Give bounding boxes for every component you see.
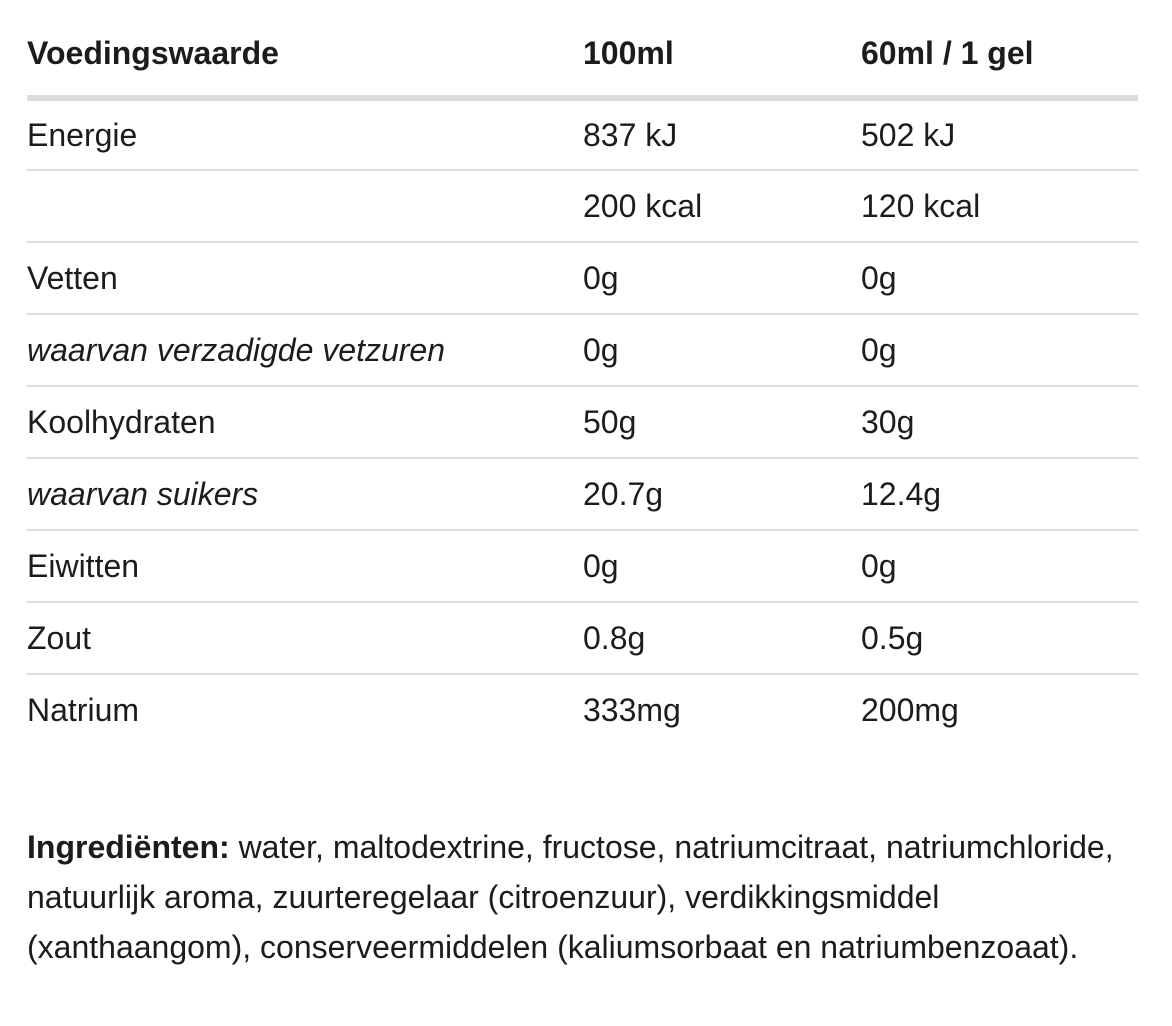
value-per-100ml: 0g [583, 530, 861, 602]
value-per-100ml: 333mg [583, 692, 681, 728]
value-per-gel: 30g [861, 386, 1138, 458]
nutrient-label: waarvan verzadigde vetzuren [27, 314, 583, 386]
nutrient-label: Zout [27, 602, 583, 674]
nutrition-table-container [27, 0, 1138, 746]
table-row [27, 170, 1138, 242]
table-header-row [27, 0, 1138, 98]
value-per-gel: 0g [861, 314, 1138, 386]
header-nutrient: Voedingswaarde [27, 0, 583, 98]
table-row [27, 530, 1138, 602]
nutrition-table [27, 0, 1138, 746]
table-row [27, 386, 1138, 458]
value-per-gel: 200mg [861, 692, 959, 728]
table-row [27, 458, 1138, 530]
value-per-100ml: 20.7g [583, 458, 861, 530]
ingredients-label: Ingrediënten: [27, 829, 230, 865]
nutrient-label: Natrium [27, 692, 140, 728]
table-row [27, 98, 1138, 170]
nutrient-label [27, 170, 583, 242]
value-per-100ml: 0.8g [583, 602, 861, 674]
table-row [27, 314, 1138, 386]
value-per-100ml: 200 kcal [583, 170, 861, 242]
nutrient-label: Koolhydraten [27, 386, 583, 458]
value-per-gel: 12.4g [861, 458, 1138, 530]
nutrient-label: Energie [27, 98, 583, 170]
header-per-gel: 60ml / 1 gel [861, 0, 1138, 98]
table-row [27, 242, 1138, 314]
value-per-gel: 0.5g [861, 602, 1138, 674]
ingredients-list: water, maltodextrine, fructose, natriumcitraat, natriumchloride, natuurlijk aroma, zuurteregelaar (citroenzuur), verdikkingsmiddel (xanthaangom), conserveermiddelen (kaliumsorbaat en natriumbenzoaat). [27, 829, 1114, 965]
value-per-gel: 0g [861, 530, 1138, 602]
header-per-100ml: 100ml [583, 0, 861, 98]
ingredients-text [27, 822, 1142, 972]
value-per-gel: 0g [861, 242, 1138, 314]
nutrient-label: Vetten [27, 242, 583, 314]
value-per-100ml: 837 kJ [583, 98, 861, 170]
value-per-gel: 120 kcal [861, 170, 1138, 242]
nutrient-label: waarvan suikers [27, 458, 583, 530]
table-row [27, 602, 1138, 674]
value-per-100ml: 0g [583, 242, 861, 314]
value-per-gel: 502 kJ [861, 98, 1138, 170]
nutrient-label: Eiwitten [27, 530, 583, 602]
value-per-100ml: 0g [583, 314, 861, 386]
table-row [27, 674, 1138, 746]
value-per-100ml: 50g [583, 386, 861, 458]
